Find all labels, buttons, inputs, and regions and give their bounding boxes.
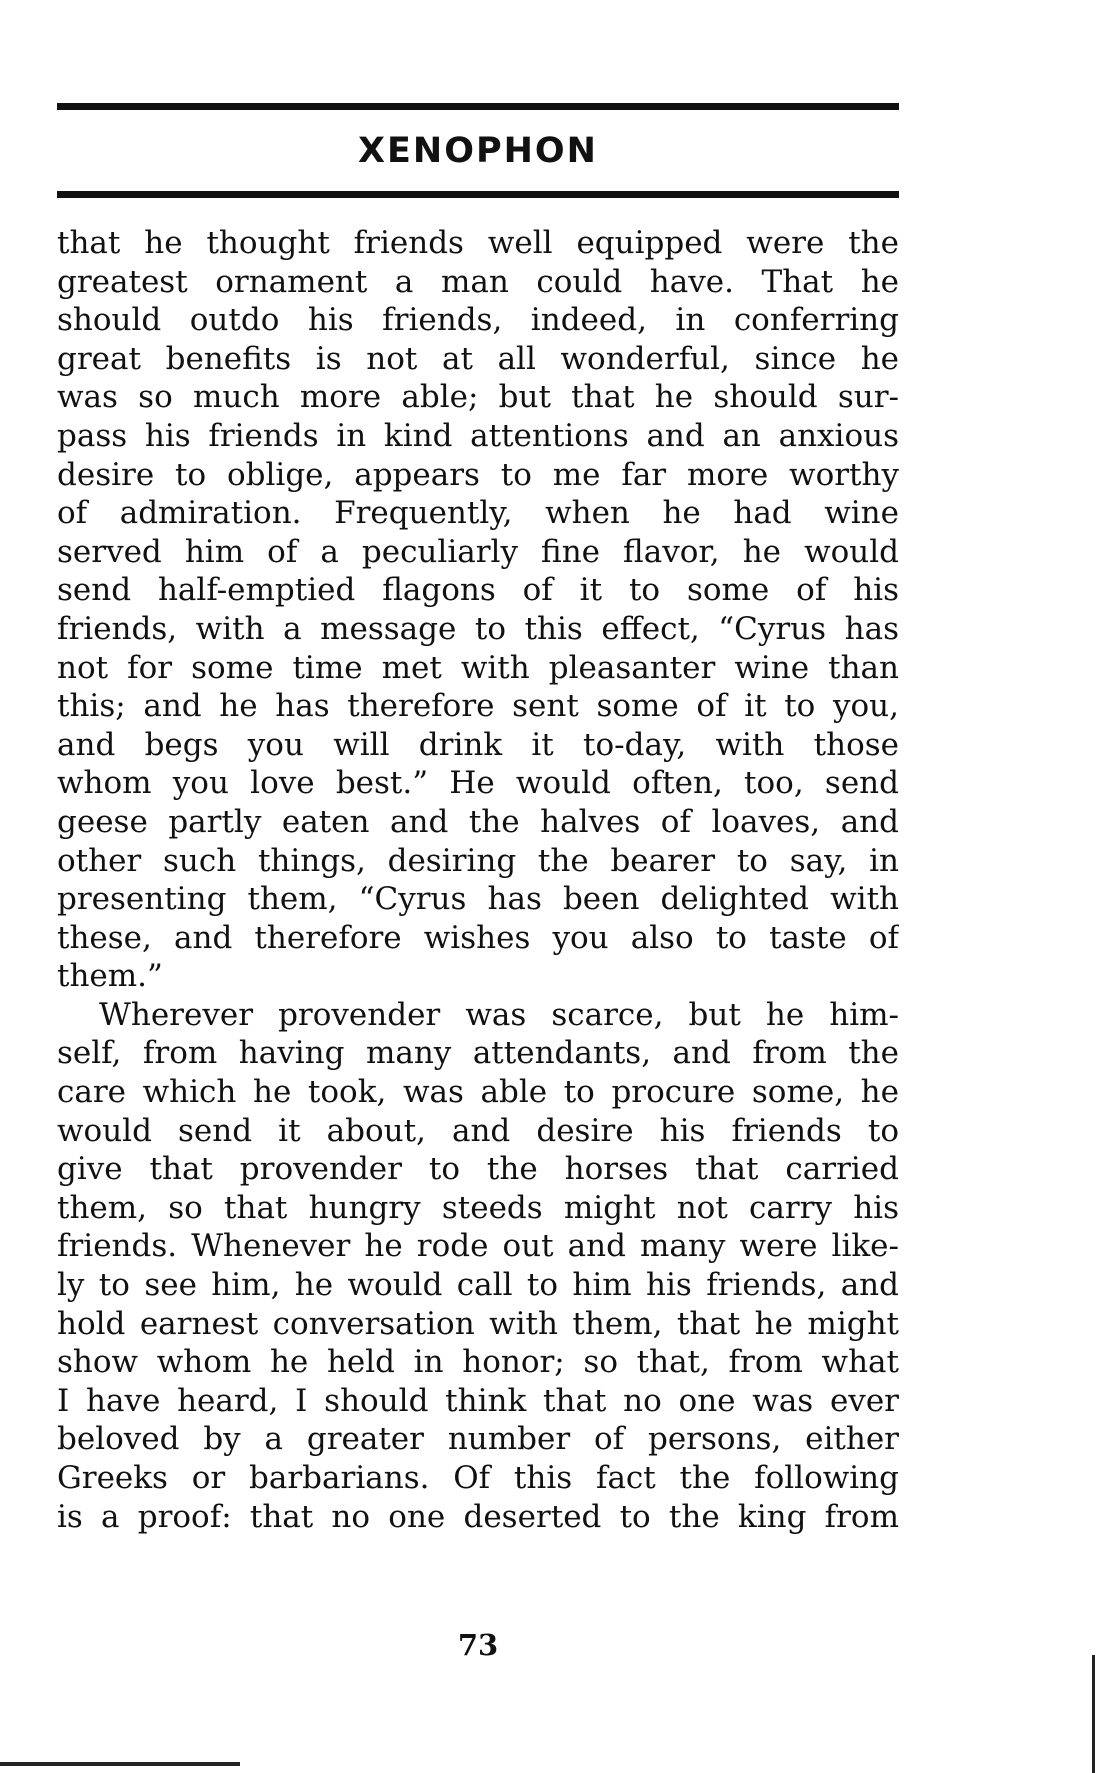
text-line: other such things, desiring the bearer to say, in	[57, 842, 899, 879]
text-line: of admiration. Frequently, when he had wine	[57, 495, 899, 532]
text-line: Wherever provender was scarce, but he him-	[99, 996, 899, 1033]
text-line: not for some time met with pleasanter wine than	[57, 649, 899, 686]
text-line: give that provender to the horses that carried	[57, 1151, 899, 1188]
text-line: ly to see him, he would call to him his friends, and	[57, 1267, 899, 1304]
text-line: self, from having many attendants, and from the	[57, 1035, 899, 1072]
text-line: great benefits is not at all wonderful, since he	[57, 340, 899, 377]
text-line: show whom he held in honor; so that, from what	[57, 1344, 899, 1381]
running-head-title: XENOPHON	[358, 131, 598, 171]
text-line: Greeks or barbarians. Of this fact the following	[57, 1460, 899, 1496]
text-line: send half-emptied flagons of it to some of his	[57, 572, 899, 609]
text-line: hold earnest conversation with them, that he might	[57, 1305, 899, 1342]
header-rule-top	[57, 103, 899, 110]
page-number: 73	[457, 1628, 499, 1662]
text-line: friends. Whenever he rode out and many were like-	[57, 1228, 899, 1265]
text-line: care which he took, was able to procure some, he	[57, 1074, 899, 1111]
text-line: them, so that hungry steeds might not carry his	[57, 1189, 899, 1226]
page-edge-mark	[1092, 1655, 1095, 1773]
text-line: beloved by a greater number of persons, either	[57, 1421, 899, 1458]
text-line: greatest ornament a man could have. That he	[57, 263, 899, 300]
text-line: and begs you will drink it to-day, with those	[57, 726, 899, 763]
text-line: is a proof: that no one deserted to the king from	[57, 1498, 899, 1535]
text-line: these, and therefore wishes you also to taste of	[57, 919, 899, 956]
text-line: presenting them, “Cyrus has been delighted with	[57, 881, 899, 918]
text-line: pass his friends in kind attentions and an anxious	[57, 417, 899, 454]
text-line: that he thought friends well equipped were the	[57, 225, 899, 261]
text-line: I have heard, I should think that no one was ever	[57, 1382, 899, 1419]
page-edge-mark	[0, 1762, 240, 1766]
text-line: this; and he has therefore sent some of it to you,	[57, 688, 899, 725]
text-line: them.”	[57, 958, 163, 995]
text-line: desire to oblige, appears to me far more worthy	[57, 456, 899, 493]
text-line: was so much more able; but that he should sur-	[57, 379, 899, 416]
text-line: should outdo his friends, indeed, in conferring	[57, 302, 899, 339]
body-text	[57, 224, 899, 1536]
text-line: would send it about, and desire his friends to	[57, 1112, 899, 1149]
text-line: friends, with a message to this effect, “Cyrus has	[57, 610, 899, 647]
header-rule-bottom	[57, 191, 899, 198]
text-line: served him of a peculiarly fine flavor, he would	[57, 533, 899, 570]
text-line: whom you love best.” He would often, too, send	[57, 765, 899, 802]
text-line: geese partly eaten and the halves of loaves, and	[57, 803, 899, 840]
